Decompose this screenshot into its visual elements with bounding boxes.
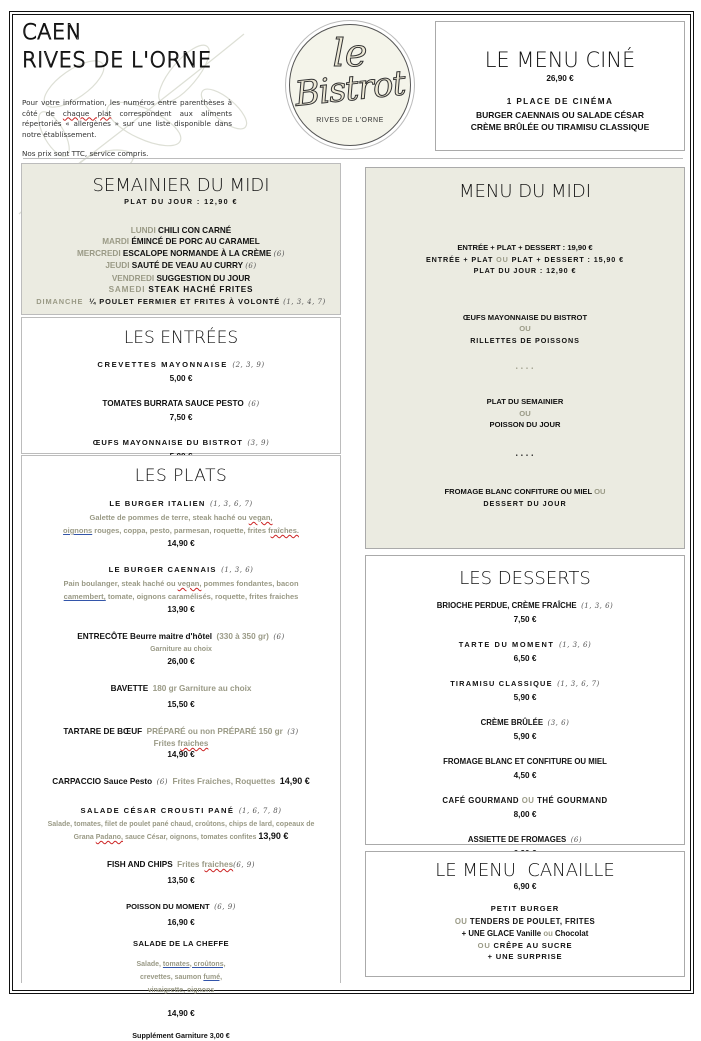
entree-item: CREVETTES MAYONNAISE (2, 3, 9) 5,00 € [22, 354, 340, 383]
entree-item: TOMATES BURRATA SAUCE PESTO (6) 7,50 € [22, 393, 340, 422]
logo-bistrot: Bistrot [288, 63, 412, 115]
day-row: MARDI ÉMINCÉ DE PORC AU CARAMEL [22, 236, 340, 248]
allergen-note: Pour votre information, les numéros entre parenthèses à côté de chaque plat correspondent aux aliments répertoriés « allergènes » sur une liste disponible dans notre établissement. [22, 98, 232, 140]
plat-fish-and-chips: FISH AND CHIPS Frites fraiches(6, 9) 13,50 € [22, 854, 340, 885]
plat-salade-cheffe: SALADE DE LA CHEFFE Salade, tomates, croûtons, crevettes, saumon fumé, vinaigrette, oignons 14,90 € [22, 938, 340, 1018]
semainier-subtitle: PLAT DU JOUR : 12,90 € [22, 196, 340, 208]
separator-dots: • • • • [366, 366, 684, 372]
bistrot-logo [289, 24, 411, 146]
menu-cine-price: 26,90 € [436, 74, 684, 83]
menu-cine-line: BURGER CAENNAIS OU SALADE CÉSAR [436, 110, 684, 122]
plat-tartare: TARTARE DE BŒUF PRÉPARÉ ou non PRÉPARÉ 150 gr (3) Frites fraiches 14,90 € [22, 721, 340, 759]
menu-cine-line: 1 PLACE DE CINÉMA [436, 96, 684, 108]
day-row: JEUDI SAUTÉ DE VEAU AU CURRY (6) [22, 260, 340, 273]
plat-burger-italien: LE BURGER ITALIEN (1, 3, 6, 7) Galette de pommes de terre, steak haché ou vegan, oignons rouges, coppa, pesto, parmesan, roquette, frites fraîches. 14,90 € [22, 493, 340, 548]
header-divider [23, 158, 683, 159]
menu-canaille-title: LE MENU CANAILLE [366, 860, 684, 881]
dessert-item: TARTE DU MOMENT (1, 3, 6) 6,50 € [366, 634, 684, 663]
logo-subtitle: RIVES DE L'ORNE [290, 117, 410, 124]
plats-box [21, 455, 341, 983]
plat-poisson-du-moment: POISSON DU MOMENT (6, 9) 16,90 € [22, 896, 340, 927]
supplement-garniture: Supplément Garniture 3,00 € [22, 1030, 340, 1041]
plat-salade-cesar: SALADE CÉSAR CROUSTI PANÉ (1, 6, 7, 8) Salade, tomates, filet de poulet pané chaud, croûtons, chips de lard, copeaux de Grana Padano, sauce César, oignons, tomates confites 13,90 € [22, 800, 340, 844]
menu-cine-box [435, 21, 685, 151]
dessert-item: BRIOCHE PERDUE, CRÈME FRAÎCHE (1, 3, 6) 7,50 € [366, 595, 684, 624]
day-row: DIMANCHE ¼ POULET FERMIER ET FRITES À VOLONTÉ (1, 3, 4, 7) [22, 296, 340, 309]
semainier-title: SEMAINIER DU MIDI [22, 175, 340, 196]
day-row: VENDREDI SUGGESTION DU JOUR [22, 273, 340, 285]
entrees-box [21, 317, 341, 454]
menu-midi-box: MENU DU MIDI ENTRÉE + PLAT + DESSERT : 19,90 € ENTRÉE + PLAT OU PLAT + DESSERT : 15,90 € PLAT DU JOUR : 12,90 € ŒUFS MAYONNAISE DU BISTROT OU RILLETTES DE POISSONS • • • • PLAT DU SEMAINIER OU POISSON DU JOUR • • • • FROMAGE BLANC CONFITURE OU MIEL OU DESSERT DU JOUR [365, 167, 685, 549]
semainier-days [22, 225, 340, 309]
plat-entrecote: ENTRECÔTE Beurre maitre d'hôtel (330 à 350 gr) (6) Garniture au choix 26,00 € [22, 626, 340, 666]
day-row: SAMEDI STEAK HACHÉ FRITES [22, 284, 340, 296]
desserts-box [365, 555, 685, 845]
desserts-title: LES DESSERTS [366, 568, 684, 589]
menu-canaille-price: 6,90 € [366, 882, 684, 891]
day-row: MERCREDI ESCALOPE NORMANDE À LA CRÈME (6) [22, 248, 340, 261]
separator-dots: • • • • [366, 451, 684, 463]
city-title-line1: CAEN [22, 20, 232, 44]
plat-carpaccio: CARPACCIO Sauce Pesto (6) Frites Fraiches, Roquettes 14,90 € [22, 771, 340, 789]
menu-canaille-box: LE MENU CANAILLE 6,90 € PETIT BURGER OU TENDERS DE POULET, FRITES + UNE GLACE Vanille ou Chocolat OU CRÊPE AU SUCRE + UNE SURPRISE [365, 851, 685, 977]
semainier-box [21, 163, 341, 315]
entree-item: ŒUFS MAYONNAISE DU BISTROT (3, 9) [22, 432, 340, 461]
plat-bavette: BAVETTE 180 gr Garniture au choix 15,50 € [22, 678, 340, 709]
plat-burger-caennais: LE BURGER CAENNAIS (1, 3, 6) Pain boulanger, steak haché ou vegan, pommes fondantes, bacon camembert, tomate, oignons caramélisés, roquette, frites fraiches 13,90 € [22, 559, 340, 614]
menu-cine-line: CRÈME BRÛLÉE OU TIRAMISU CLASSIQUE [436, 122, 684, 134]
logo-le: le [290, 31, 410, 75]
header-info [22, 20, 232, 158]
entrees-title: LES ENTRÉES [22, 328, 340, 348]
dessert-item: TIRAMISU CLASSIQUE (1, 3, 6, 7) 5,90 € [366, 673, 684, 702]
menu-midi-title: MENU DU MIDI [366, 181, 684, 202]
dessert-item: ASSIETTE DE FROMAGES (6) [366, 829, 684, 858]
city-title-line2: RIVES DE L'ORNE [22, 48, 232, 72]
day-row: LUNDI CHILI CON CARNÉ [22, 225, 340, 237]
plats-title: LES PLATS [22, 466, 340, 486]
menu-cine-title: LE MENU CINÉ [436, 48, 684, 72]
dessert-item: CAFÉ GOURMAND OU THÉ GOURMAND 8,00 € [366, 790, 684, 819]
price-note: Nos prix sont TTC, service compris. [22, 149, 232, 158]
dessert-item: FROMAGE BLANC ET CONFITURE OU MIEL 4,50 € [366, 751, 684, 780]
dessert-item: CRÈME BRÛLÉE (3, 6) 5,90 € [366, 712, 684, 741]
